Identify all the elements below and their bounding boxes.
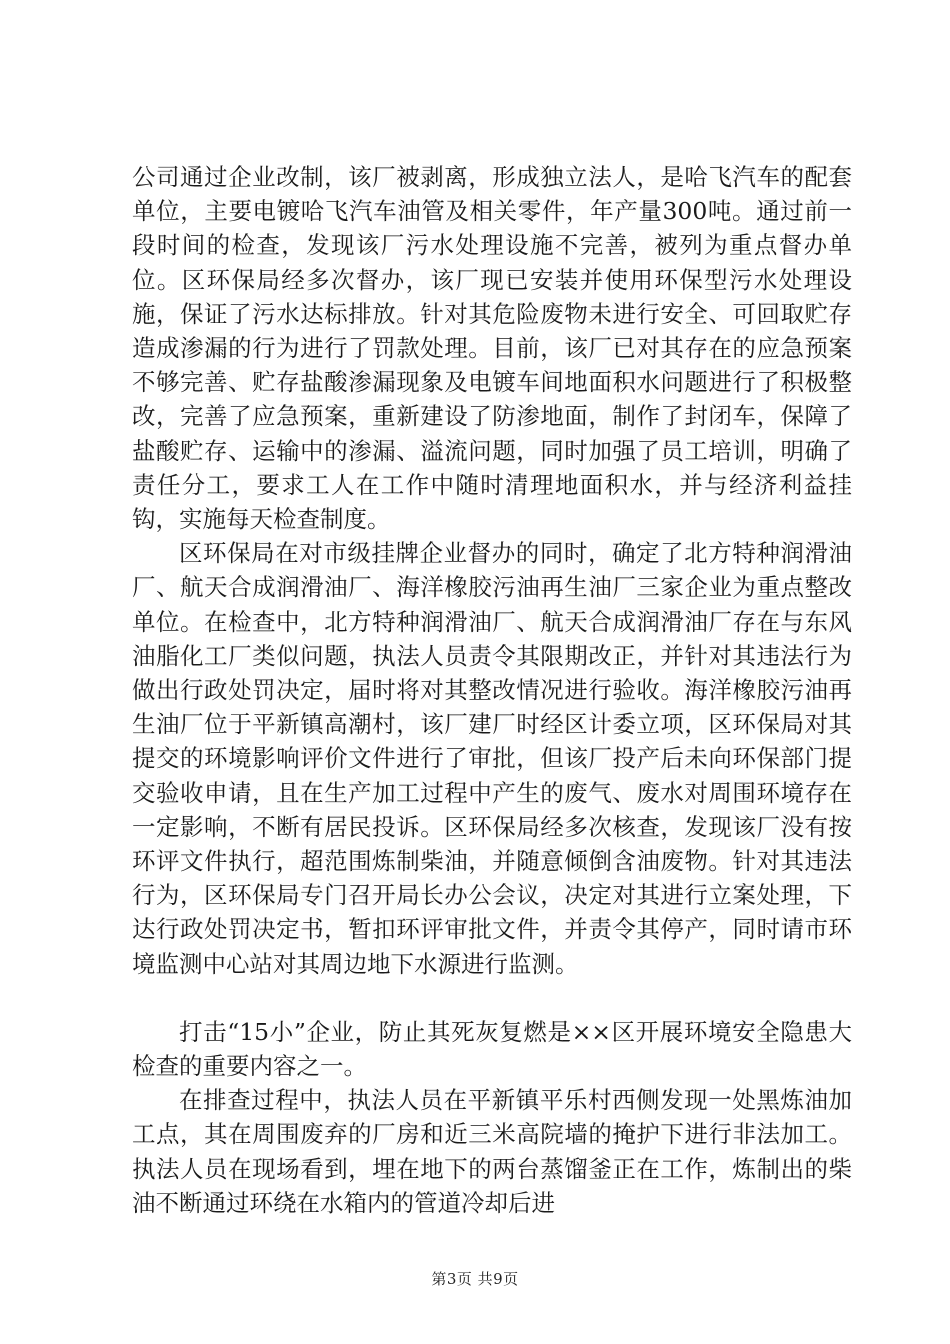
paragraph-spacer <box>132 981 852 1015</box>
paragraph-1: 公司通过企业改制，该厂被剥离，形成独立法人，是哈飞汽车的配套单位，主要电镀哈飞汽车油管及相关零件，年产量300吨。通过前一段时间的检查，发现该厂污水处理设施不完善，被列为重点督办单位。区环保局经多次督办，该厂现已安装并使用环保型污水处理设施，保证了污水达标排放。针对其危险废物未进行安全、可回取贮存造成渗漏的行为进行了罚款处理。目前，该厂已对其存在的应急预案不够完善、贮存盐酸渗漏现象及电镀车间地面积水问题进行了积极整改，完善了应急预案，重新建设了防渗地面，制作了封闭车，保障了盐酸贮存、运输中的渗漏、溢流问题，同时加强了员工培训，明确了责任分工，要求工人在工作中随时清理地面积水，并与经济利益挂钩，实施每天检查制度。 <box>132 163 852 534</box>
paragraph-3: 打击“15小”企业，防止其死灰复燃是××区开展环境安全隐患大检查的重要内容之一。 <box>132 1017 852 1081</box>
page-footer: 第3页 共9页 <box>431 1270 519 1288</box>
paragraph-2: 区环保局在对市级挂牌企业督办的同时，确定了北方特种润滑油厂、航天合成润滑油厂、海洋橡胶污油再生油厂三家企业为重点整改单位。在检查中，北方特种润滑油厂、航天合成润滑油厂存在与东风油脂化工厂类似问题，执法人员责令其限期改正，并针对其违法行为做出行政处罚决定，届时将对其整改情况进行验收。海洋橡胶污油再生油厂位于平新镇高潮村，该厂建厂时经区计委立项，区环保局对其提交的环境影响评价文件进行了审批，但该厂投产后未向环保部门提交验收申请，且在生产加工过程中产生的废气、废水对周围环境存在一定影响，不断有居民投诉。区环保局经多次核查，发现该厂没有按环评文件执行，超范围炼制柴油，并随意倾倒含油废物。针对其违法行为，区环保局专门召开局长办公会议，决定对其进行立案处理，下达行政处罚决定书，暂扣环评审批文件，并责令其停产，同时请市环境监测中心站对其周边地下水源进行监测。 <box>132 539 852 978</box>
paragraph-4: 在排查过程中，执法人员在平新镇平乐村西侧发现一处黑炼油加工点，其在周围废弃的厂房和近三米高院墙的掩护下进行非法加工。执法人员在现场看到，埋在地下的两台蒸馏釜正在工作，炼制出的柴油不断通过环绕在水箱内的管道冷却后进 <box>132 1086 852 1217</box>
document-body <box>132 160 852 1220</box>
